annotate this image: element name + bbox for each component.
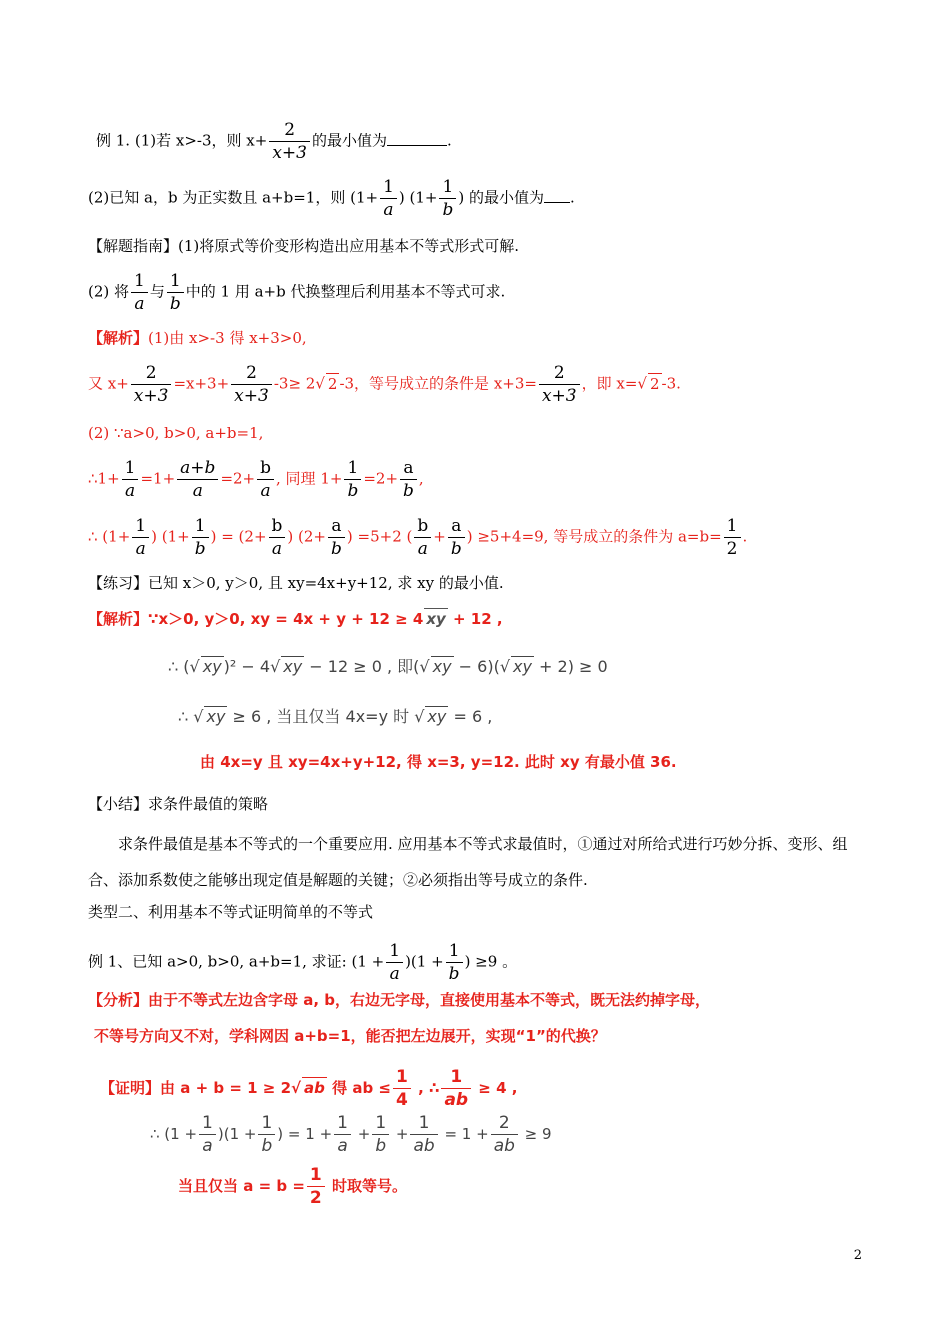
guide-1: 【解题指南】(1)将原式等价变形构造出应用基本不等式形式可解. (88, 237, 520, 255)
practice-solution-2: ∴ (√ xy )² − 4√ xy − 12 ≥ 0 , 即(√ xy − 6)(√ xy + 2) ≥ 0 (168, 657, 608, 676)
proof-line-3: 当且仅当 a = b = $\frac{1}{2}$ 时取等号。 (178, 1165, 407, 1208)
solution-line-4: ∴1+ $\frac{1}{a}$ =1+ $\frac{a+b}{a}$ =2+ $\frac{b}{a}$ , 同理 1+ $\frac{1}{b}$ =2+ $\frac{a}{b}$ , (88, 458, 424, 501)
fraction: $\frac{2}{x+3}$ (269, 119, 310, 164)
answer-blank (387, 131, 447, 146)
practice-solution-1: 【解析】∵x＞0, y＞0, xy = 4x + y + 12 ≥ 4 xy + 12 , (88, 610, 503, 628)
type2-example: 例 1、已知 a>0, b>0, a+b=1, 求证: (1 + $\frac{1}{a}$ )(1 + $\frac{1}{b}$ ) ≥9 。 (88, 941, 518, 984)
ex1-part1: 例 1. (1)若 x>-3，则 x+ $\frac{2}{x+3}$ 的最小值为 . (96, 120, 452, 163)
solution-line-5: ∴ (1+ $\frac{1}{a}$ ) (1+ $\frac{1}{b}$ ) = (2+ $\frac{b}{a}$ ) (2+ $\frac{a}{b}$ ) =5+2 ( $\frac{b}{a}$ + $\frac{a}{b}$ ) ≥5+4=9, 等号成立的条件为 a=b= $\frac{1}{2}$ . (88, 516, 748, 559)
practice-solution-3: ∴ √ xy ≥ 6 , 当且仅当 4x=y 时 √ xy = 6 , (178, 707, 493, 726)
summary-title: 【小结】求条件最值的策略 (88, 795, 269, 813)
proof-line-2: ∴ (1 + $\frac{1}{a}$ )(1 + $\frac{1}{b}$ ) = 1 + $\frac{1}{a}$ + $\frac{1}{b}$ + $\frac{1}{ab}$ = 1 + $\frac{2}{ab}$ ≥ 9 (150, 1113, 552, 1156)
solution-line-3: (2) ∵a>0, b>0, a+b=1, (88, 424, 264, 442)
analysis-line-1: 【分析】由于不等式左边含字母 a, b，右边无字母，直接使用基本不等式，既无法约掉字母， (88, 991, 711, 1009)
practice-question: 【练习】已知 x＞0, y＞0, 且 xy=4x+y+12, 求 xy 的最小值. (88, 574, 504, 592)
practice-solution-4: 由 4x=y 且 xy=4x+y+12, 得 x=3, y=12. 此时 xy 有最小值 36. (200, 753, 677, 771)
guide-2: (2) 将 $\frac{1}{a}$ 与 $\frac{1}{b}$ 中的 1 用 a+b 代换整理后利用基本不等式可求. (88, 271, 506, 314)
analysis-line-2: 不等号方向又不对，学科网因 a+b=1，能否把左边展开，实现“1”的代换？ (94, 1027, 606, 1045)
type2-title: 类型二、利用基本不等式证明简单的不等式 (88, 903, 374, 921)
summary-body: 求条件最值是基本不等式的一个重要应用. 应用基本不等式求最值时，①通过对所给式进行巧妙分拆、变形、组合、添加系数使之能够出现定值是解题的关键；②必须指出等号成立的条件. (88, 835, 848, 889)
solution-line-1: 【解析】(1)由 x>-3 得 x+3>0, (88, 329, 307, 347)
ex1-part2: (2)已知 a，b 为正实数且 a+b=1，则 (1+ $\frac{1}{a}$ ) (1+ $\frac{1}{b}$ ) 的最小值为 . (88, 177, 575, 220)
proof-line-1: 【证明】由 a + b = 1 ≥ 2√ ab 得 ab ≤ $\frac{1}{4}$ , ∴ $\frac{1}{ab}$ ≥ 4 , (100, 1067, 518, 1110)
solution-line-2: 又 x+ $\frac{2}{x+3}$ =x+3+ $\frac{2}{x+3}$ -3≥ 2√ 2 -3，等号成立的条件是 x+3= $\frac{2}{x+3}$ ，即 x=√ 2 -3. (88, 363, 681, 406)
page-number: 2 (853, 1248, 862, 1263)
